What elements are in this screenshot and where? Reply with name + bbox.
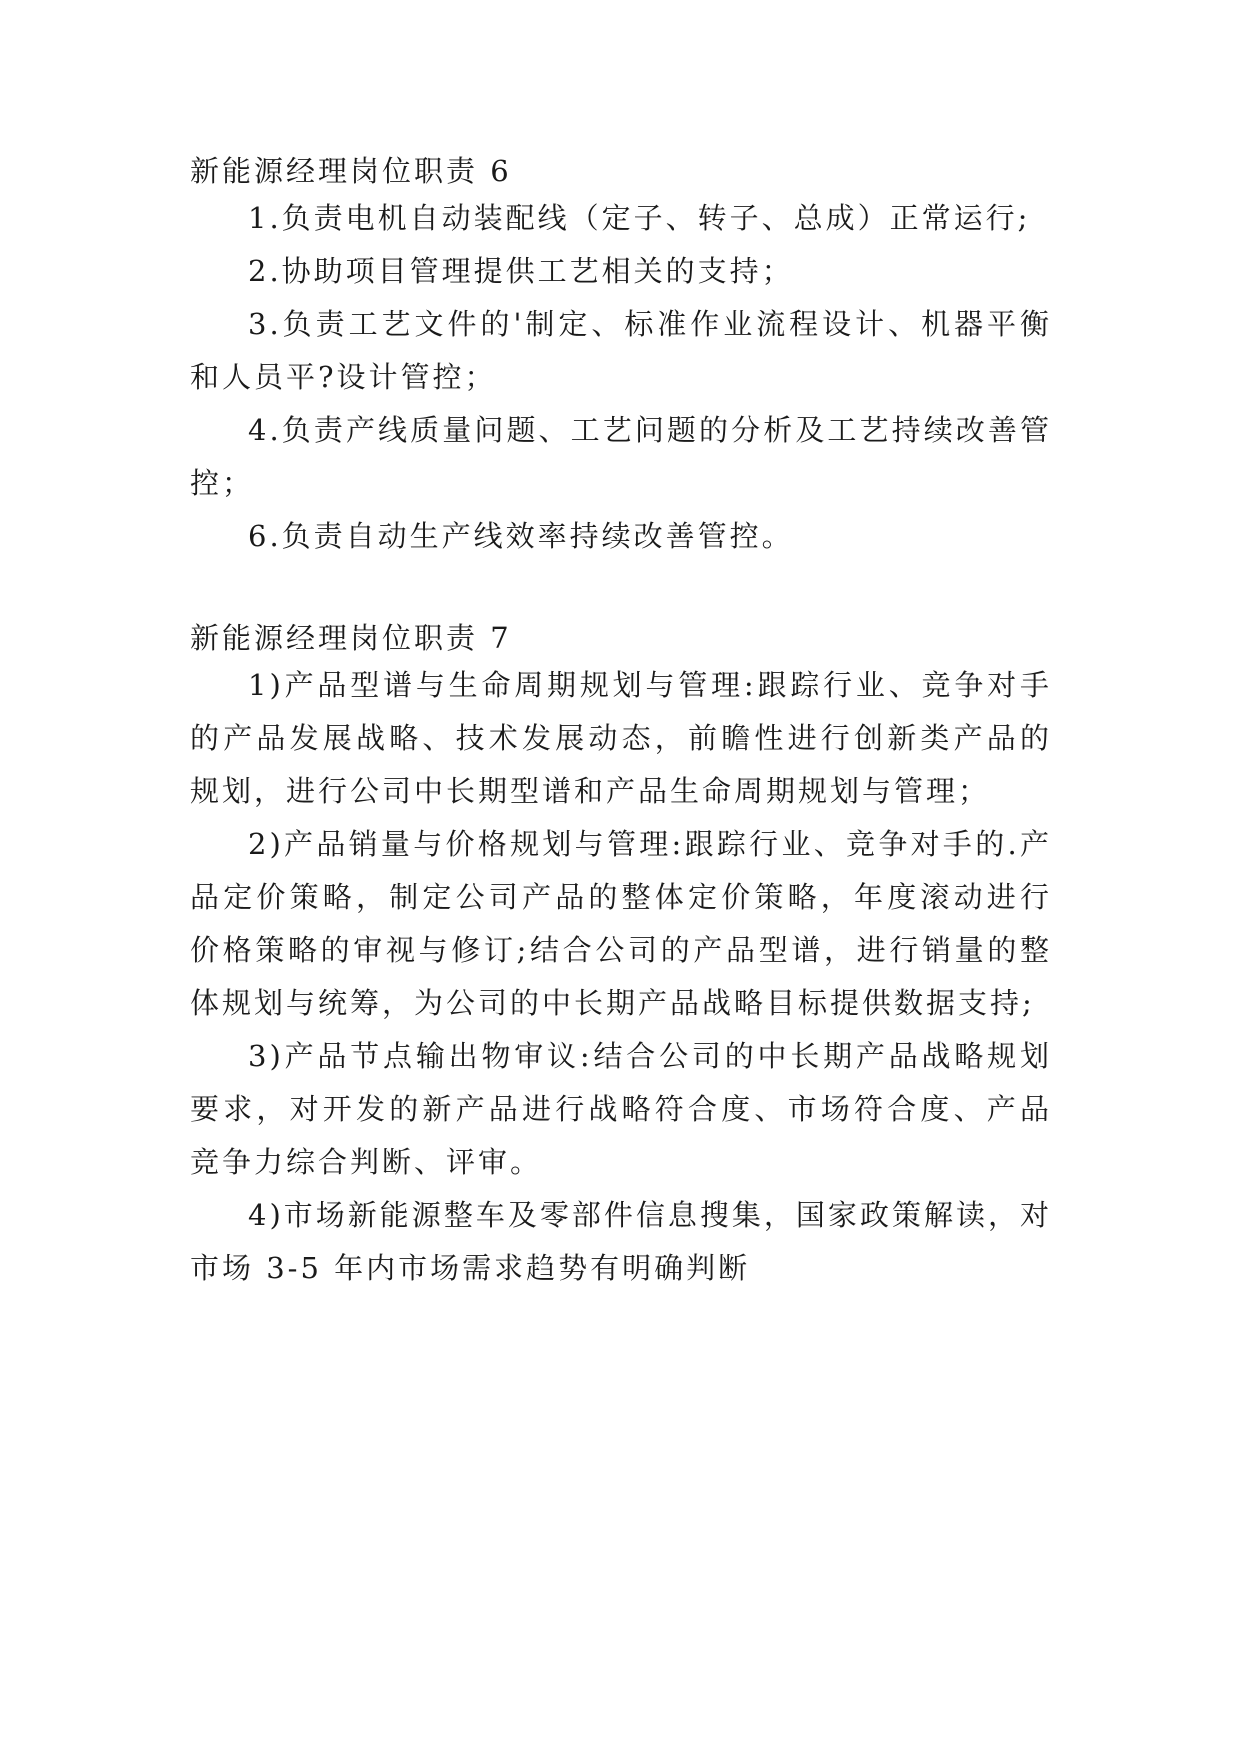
document-page	[190, 150, 1052, 1295]
duty-item: 3.负责工艺文件的'制定、标准作业流程设计、机器平衡和人员平?设计管控；	[190, 307, 1052, 394]
section-title: 新能源经理岗位职责 6	[190, 154, 512, 188]
section-title: 新能源经理岗位职责 7	[190, 621, 512, 655]
section-duties-6	[190, 150, 1052, 563]
duty-item: 2)产品销量与价格规划与管理:跟踪行业、竞争对手的.产品定价策略，制定公司产品的整体定价策略，年度滚动进行价格策略的审视与修订;结合公司的产品型谱，进行销量的整体规划与统筹，为公司的中长期产品战略目标提供数据支持;	[190, 827, 1052, 1020]
duty-item: 1.负责电机自动装配线（定子、转子、总成）正常运行;	[248, 201, 1031, 235]
duty-item: 1)产品型谱与生命周期规划与管理:跟踪行业、竞争对手的产品发展战略、技术发展动态，前瞻性进行创新类产品的规划，进行公司中长期型谱和产品生命周期规划与管理；	[190, 668, 1052, 808]
duty-item: 6.负责自动生产线效率持续改善管控。	[248, 519, 794, 553]
section-duties-7	[190, 617, 1052, 1295]
duty-item: 4.负责产线质量问题、工艺问题的分析及工艺持续改善管控；	[190, 413, 1052, 500]
duty-item: 4)市场新能源整车及零部件信息搜集，国家政策解读，对市场 3-5 年内市场需求趋势有明确判断	[190, 1198, 1052, 1285]
duty-item: 2.协助项目管理提供工艺相关的支持；	[248, 254, 794, 288]
duty-item: 3)产品节点输出物审议:结合公司的中长期产品战略规划要求，对开发的新产品进行战略符合度、市场符合度、产品竞争力综合判断、评审。	[190, 1039, 1052, 1179]
